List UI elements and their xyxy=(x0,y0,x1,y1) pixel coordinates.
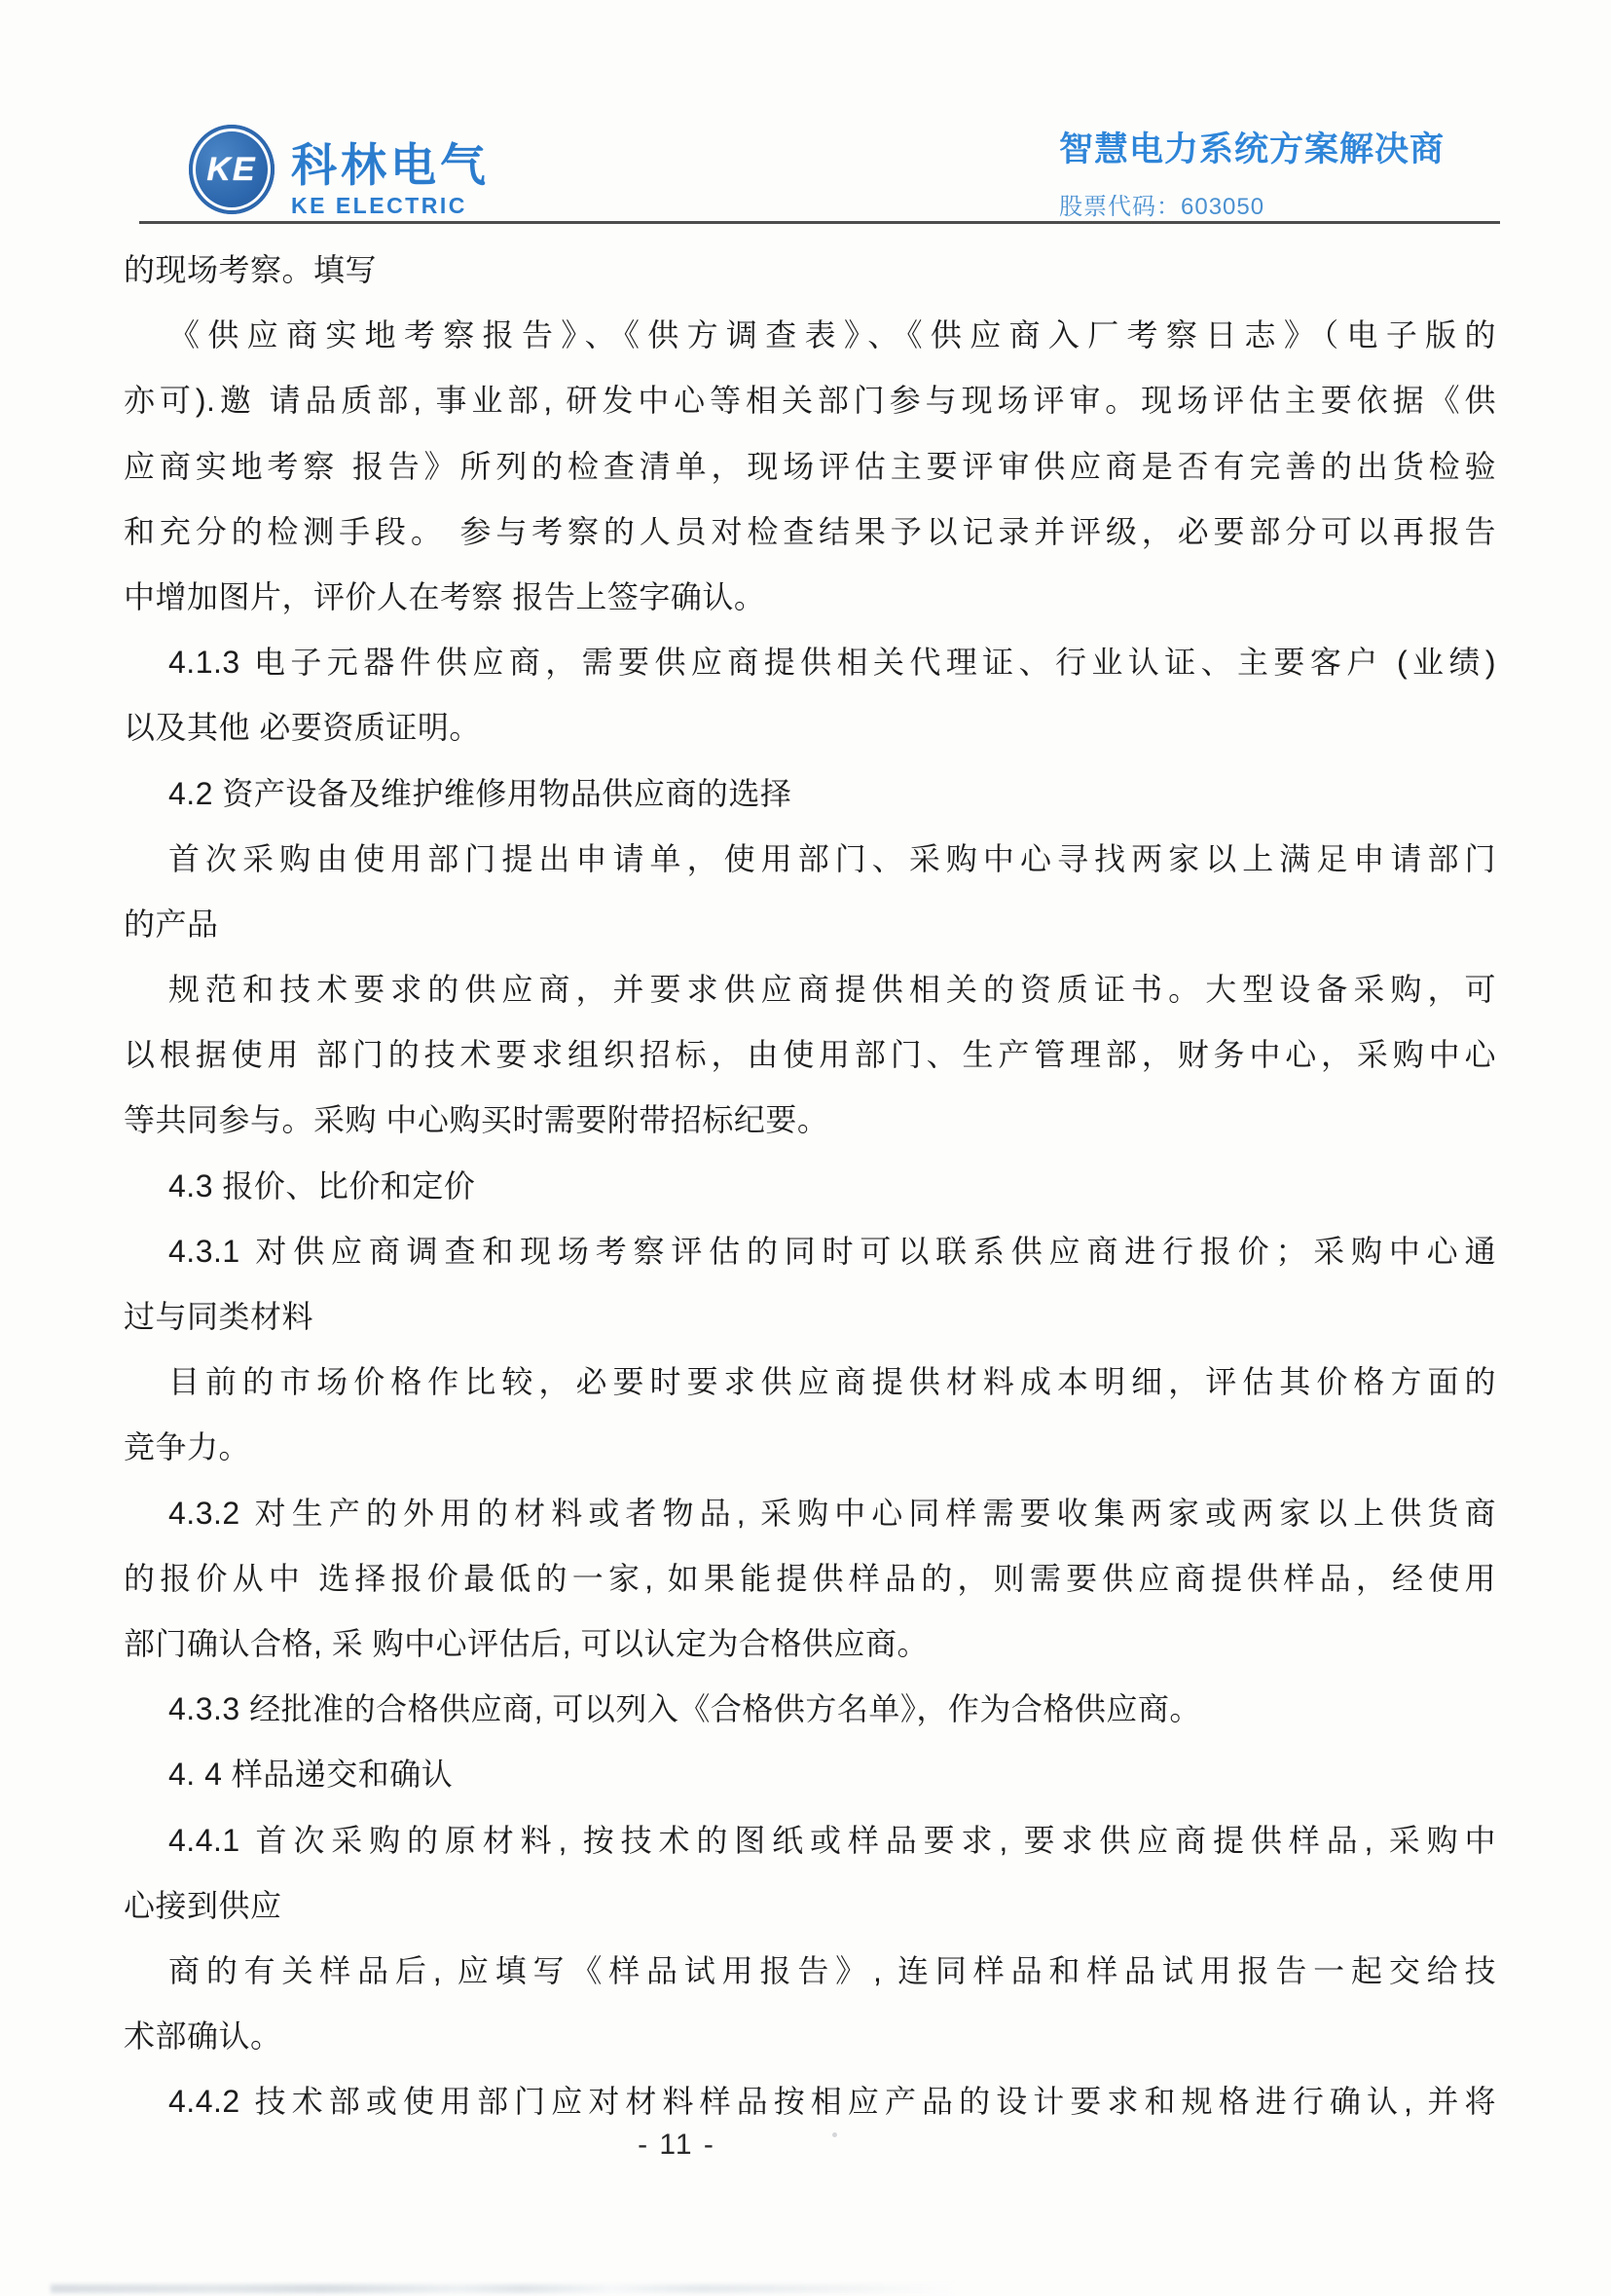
brand-name-english: KE ELECTRIC xyxy=(291,192,467,218)
text-line: 4.3.3 经批准的合格供应商, 可以列入《合格供方名单》，作为合格供应商。 xyxy=(168,1691,1201,1727)
text-line: 《供应商实地考察报告》、《供方调查表》、《供应商入厂考察日志》（电子版的 xyxy=(168,317,1496,353)
text-line: 4. 4 样品递交和确认 xyxy=(168,1757,454,1793)
ke-electric-logo-icon xyxy=(189,125,275,214)
text-line: 首次采购由使用部门提出申请单，使用部门、采购中心寻找两家以上满足申请部门 xyxy=(168,840,1496,876)
text-line: 应商实地考察 报告》所列的检查清单，现场评估主要评审供应商是否有完善的出货检验 xyxy=(124,448,1496,484)
brand-block xyxy=(291,140,490,219)
stock-code: 股票代码：603050 xyxy=(1059,194,1265,220)
page-header xyxy=(0,0,1611,226)
text-line: 的现场考察。填写 xyxy=(124,252,378,287)
logo-initials: KE xyxy=(206,150,257,188)
text-line: 的产品 xyxy=(124,906,219,942)
document-body xyxy=(124,238,1496,2134)
text-line: 以根据使用 部门的技术要求组织招标，由使用部门、生产管理部，财务中心，采购中心 xyxy=(124,1037,1496,1073)
text-line: 亦可).邀 请品质部, 事业部, 研发中心等相关部门参与现场评审。现场评估主要依据《供 xyxy=(124,383,1496,419)
company-tagline: 智慧电力系统方案解决商 xyxy=(1059,130,1446,168)
text-line: 4.3.2 对生产的外用的材料或者物品, 采购中心同样需要收集两家或两家以上供货商 xyxy=(168,1495,1496,1531)
text-line: 心接到供应 xyxy=(124,1887,282,1923)
text-line: 等共同参与。采购 中心购买时需要附带招标纪要。 xyxy=(124,1102,829,1138)
text-line: 4.4.2 技术部或使用部门应对材料样品按相应产品的设计要求和规格进行确认, 并将 xyxy=(168,2084,1496,2120)
scan-artifact xyxy=(51,2284,956,2293)
scan-speck xyxy=(832,2132,837,2137)
text-line: 的报价从中 选择报价最低的一家, 如果能提供样品的，则需要供应商提供样品，经使用 xyxy=(124,1560,1496,1596)
text-line: 4.3 报价、比价和定价 xyxy=(168,1167,476,1204)
text-line: 和充分的检测手段。 参与考察的人员对检查结果予以记录并评级，必要部分可以再报告 xyxy=(124,513,1496,549)
text-line: 过与同类材料 xyxy=(124,1299,314,1334)
text-line: 以及其他 必要资质证明。 xyxy=(124,710,481,746)
text-line: 目前的市场价格作比较，必要时要求供应商提供材料成本明细，评估其价格方面的 xyxy=(168,1364,1496,1400)
page-number: - 11 - xyxy=(638,2129,715,2161)
text-line: 4.4.1 首次采购的原材料, 按技术的图纸或样品要求, 要求供应商提供样品, 采购中 xyxy=(168,1822,1496,1858)
text-line: 竞争力。 xyxy=(124,1429,251,1465)
text-line: 中增加图片，评价人在考察 报告上签字确认。 xyxy=(124,578,766,614)
tagline-block xyxy=(1059,123,1507,221)
brand-name-chinese: 科林电气 xyxy=(291,139,490,191)
text-line: 规范和技术要求的供应商，并要求供应商提供相关的资质证书。大型设备采购，可 xyxy=(168,972,1496,1008)
text-line: 术部确认。 xyxy=(124,2018,282,2055)
text-line: 4.3.1 对供应商调查和现场考察评估的同时可以联系供应商进行报价；采购中心通 xyxy=(168,1233,1496,1269)
text-line: 商的有关样品后, 应填写《样品试用报告》, 连同样品和样品试用报告一起交给技 xyxy=(168,1952,1496,1988)
header-divider xyxy=(139,221,1500,224)
text-line: 4.2 资产设备及维护维修用物品供应商的选择 xyxy=(168,775,792,811)
text-line: 4.1.3 电子元器件供应商，需要供应商提供相关代理证、行业认证、主要客户 (业绩) xyxy=(168,645,1496,681)
text-line: 部门确认合格, 采 购中心评估后, 可以认定为合格供应商。 xyxy=(124,1625,929,1661)
